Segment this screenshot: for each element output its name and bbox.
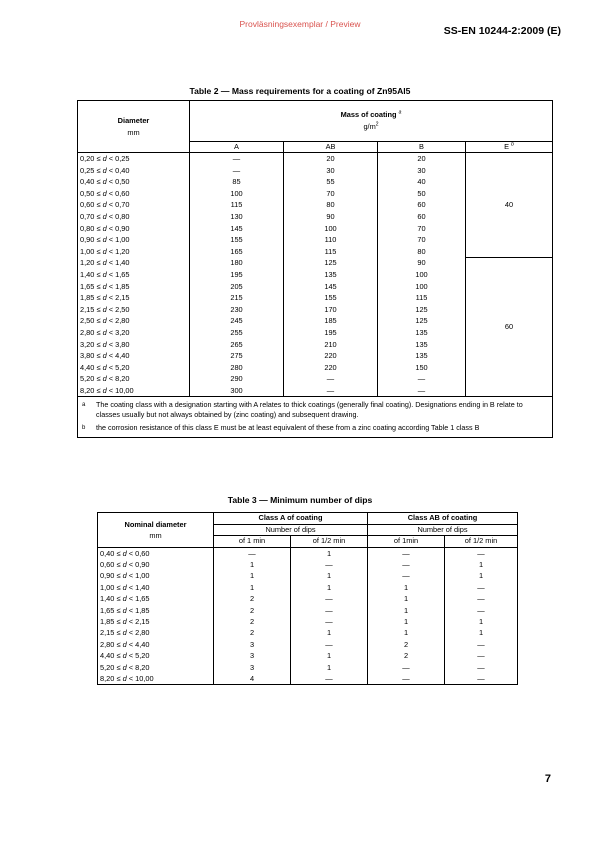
range-low: 1,40 (80, 269, 95, 279)
coating-mass-a: 215 (190, 292, 284, 304)
range-low: 0,90 (100, 571, 115, 581)
range-low: 1,65 (80, 281, 95, 291)
coating-mass-b: 115 (378, 292, 466, 304)
range-low: 3,20 (80, 339, 95, 349)
diameter-range: 0,40 ≤ d < 0,50 (78, 176, 190, 188)
coating-mass-a: 300 (190, 385, 284, 397)
coating-mass-ab: 100 (284, 223, 378, 235)
table2-footnote-row (78, 397, 553, 424)
dips-a1: 2 (214, 616, 291, 627)
coating-mass-a: 115 (190, 199, 284, 211)
nominal-diameter-unit: mm (149, 530, 162, 540)
table3-row (98, 570, 518, 581)
dips-a2: — (291, 559, 368, 570)
dips-ab1: — (368, 570, 445, 581)
coating-mass-e: 60 (504, 322, 514, 332)
range-low: 3,80 (80, 351, 95, 361)
footnote-text: The coating class with a designation starting with A relates to thick coatings (generally final coating). Designations ending in B relate to classes usually but not always obtained by (zinc coating) and subsequent drawing. (96, 400, 523, 420)
dips-a1: 1 (214, 559, 291, 570)
range-high: 4,40 (115, 351, 130, 361)
nominal-diameter-range: 2,80 ≤ d < 4,40 (98, 639, 214, 650)
table3-row (98, 593, 518, 604)
coating-mass-ab: 115 (284, 246, 378, 258)
dips-ab1: — (368, 559, 445, 570)
diameter-range: 3,20 ≤ d < 3,80 (78, 339, 190, 351)
diameter-range: 0,25 ≤ d < 0,40 (78, 165, 190, 177)
coating-mass-a: 290 (190, 373, 284, 385)
diameter-range: 1,85 ≤ d < 2,15 (78, 292, 190, 304)
diameter-range: 0,90 ≤ d < 1,00 (78, 234, 190, 246)
coating-mass-b: 100 (378, 281, 466, 293)
coating-mass-a: 275 (190, 350, 284, 362)
diameter-symbol: d (102, 351, 107, 361)
table3-row (98, 627, 518, 638)
range-high: 2,50 (115, 304, 130, 314)
diameter-symbol: d (102, 293, 107, 303)
diameter-range: 0,60 ≤ d < 0,70 (78, 199, 190, 211)
footnote (78, 423, 553, 438)
mass-label: Mass of coating (340, 110, 397, 119)
nominal-diameter-range: 8,20 ≤ d < 10,00 (98, 673, 214, 685)
coating-mass-a: 205 (190, 281, 284, 293)
dips-a2: — (291, 639, 368, 650)
dips-a2: 1 (291, 547, 368, 559)
range-high: 1,85 (135, 605, 150, 615)
range-low: 1,40 (100, 594, 115, 604)
table3-row (98, 616, 518, 627)
coating-mass-a: 165 (190, 246, 284, 258)
range-low: 0,40 (80, 177, 95, 187)
diameter-range: 2,50 ≤ d < 2,80 (78, 315, 190, 327)
range-high: 0,60 (135, 548, 150, 558)
range-low: 0,25 (80, 165, 95, 175)
nominal-diameter-range: 1,65 ≤ d < 1,85 (98, 605, 214, 616)
dips-ab1: 2 (368, 650, 445, 661)
diameter-symbol: d (102, 281, 107, 291)
range-high: 8,20 (135, 662, 150, 672)
nominal-diameter-range: 1,40 ≤ d < 1,65 (98, 593, 214, 604)
range-low: 2,15 (100, 628, 115, 638)
diameter-symbol: d (102, 327, 107, 337)
coating-mass-ab: 155 (284, 292, 378, 304)
dips-ab2: — (477, 673, 485, 683)
range-low: 0,60 (80, 200, 95, 210)
coating-mass-b: 50 (378, 188, 466, 200)
range-low: 2,80 (100, 639, 115, 649)
diameter-symbol: d (102, 362, 107, 372)
footnote-mark: b (82, 425, 86, 432)
range-high: 0,40 (115, 165, 130, 175)
dips-ab1: 1 (368, 616, 445, 627)
dips-a1: 1 (214, 582, 291, 593)
dips-ab1: 2 (368, 639, 445, 650)
dips-a2: 1 (291, 650, 368, 661)
table2-mass-requirements (77, 100, 553, 438)
range-low: 0,20 (80, 154, 95, 163)
diameter-symbol: d (102, 235, 107, 245)
range-high: 1,00 (135, 571, 150, 581)
coating-mass-b: 150 (378, 362, 466, 374)
dips-a1: 2 (214, 593, 291, 604)
coating-mass-a: 245 (190, 315, 284, 327)
sub-header-a-halfmin: of 1/2 min (291, 536, 368, 548)
coating-mass-ab: 210 (284, 339, 378, 351)
col-header-b: B (378, 142, 466, 153)
coating-mass-b: 70 (378, 234, 466, 246)
coating-mass-ab: 145 (284, 281, 378, 293)
footnote (78, 397, 553, 424)
range-high: 0,90 (135, 559, 150, 569)
table3-row (98, 639, 518, 650)
coating-mass-ab: 135 (284, 269, 378, 281)
dips-ab2: 1 (478, 616, 484, 626)
coating-mass-b: 60 (378, 199, 466, 211)
dips-a2: — (291, 616, 368, 627)
coating-mass-ab: 70 (284, 188, 378, 200)
dips-ab2: — (477, 548, 485, 558)
nominal-diameter-label: Nominal diameter (124, 519, 187, 529)
range-high: 0,80 (115, 211, 130, 221)
coating-mass-ab: 110 (284, 234, 378, 246)
col-header-a: A (190, 142, 284, 153)
diameter-range: 1,00 ≤ d < 1,20 (78, 246, 190, 258)
range-low: 1,65 (100, 605, 115, 615)
range-high: 1,40 (135, 582, 150, 592)
dips-ab2: — (477, 639, 485, 649)
coating-mass-ab: 55 (284, 176, 378, 188)
range-low: 0,60 (100, 559, 115, 569)
diameter-range: 1,65 ≤ d < 1,85 (78, 281, 190, 293)
range-low: 0,50 (80, 188, 95, 198)
dips-ab2: — (477, 582, 485, 592)
range-high: 4,40 (135, 639, 150, 649)
range-low: 1,85 (100, 616, 115, 626)
coating-mass-b: 20 (378, 153, 466, 165)
range-low: 8,20 (100, 673, 115, 683)
table3-row (98, 559, 518, 570)
coating-mass-e: 40 (466, 153, 553, 258)
diameter-range: 0,70 ≤ d < 0,80 (78, 211, 190, 223)
dips-a1: 3 (214, 639, 291, 650)
diameter-symbol: d (122, 628, 127, 638)
dips-ab2: — (477, 651, 485, 661)
dips-a1: 3 (214, 650, 291, 661)
coating-mass-ab: 195 (284, 327, 378, 339)
diameter-symbol: d (122, 673, 127, 683)
diameter-symbol: d (102, 385, 107, 395)
coating-mass-b: 90 (378, 257, 466, 269)
dips-a1: — (214, 547, 291, 559)
coating-mass-b: — (378, 373, 466, 385)
coating-mass-ab: — (284, 385, 378, 397)
diameter-range: 0,50 ≤ d < 0,60 (78, 188, 190, 200)
nominal-diameter-range: 4,40 ≤ d < 5,20 (98, 650, 214, 661)
table3-title: Table 3 — Minimum number of dips (227, 495, 373, 505)
range-low: 2,80 (80, 327, 95, 337)
mass-note: a (398, 109, 402, 116)
coating-mass-b: 135 (378, 350, 466, 362)
dips-a2: 1 (291, 582, 368, 593)
range-high: 1,65 (115, 269, 130, 279)
dips-ab1: — (368, 547, 445, 559)
coating-mass-a: 230 (190, 304, 284, 316)
diameter-range: 0,80 ≤ d < 0,90 (78, 223, 190, 235)
diameter-symbol: d (122, 594, 127, 604)
diameter-symbol: d (102, 188, 107, 198)
range-low: 0,90 (80, 235, 95, 245)
diameter-symbol: d (102, 258, 107, 268)
range-high: 0,70 (115, 200, 130, 210)
table3-row (98, 662, 518, 673)
range-high: 0,25 (115, 154, 130, 163)
dips-header-ab: Number of dips (368, 524, 518, 536)
dips-a2: 1 (291, 662, 368, 673)
diameter-header (78, 101, 190, 153)
coating-mass-b: 60 (378, 211, 466, 223)
range-low: 2,50 (80, 316, 95, 326)
range-high: 5,20 (115, 362, 130, 372)
dips-a1: 2 (214, 605, 291, 616)
dips-ab1: 1 (368, 593, 445, 604)
coating-mass-a: 195 (190, 269, 284, 281)
coating-mass-b: 30 (378, 165, 466, 177)
coating-mass-a: 130 (190, 211, 284, 223)
dips-ab1: — (368, 662, 445, 673)
footnote-mark: a (82, 402, 86, 409)
table2-title: Table 2 — Mass requirements for a coating of Zn95Al5 (189, 86, 411, 96)
coating-mass-b: 70 (378, 223, 466, 235)
sub-header-ab-halfmin: of 1/2 min (445, 536, 518, 548)
range-high: 1,40 (115, 258, 130, 268)
range-high: 3,20 (115, 327, 130, 337)
nominal-diameter-range: 0,40 ≤ d < 0,60 (98, 547, 214, 559)
diameter-symbol: d (122, 605, 127, 615)
diameter-symbol: d (102, 269, 107, 279)
diameter-range: 8,20 ≤ d < 10,00 (78, 385, 190, 397)
dips-a1: 4 (214, 673, 291, 685)
dips-a1: 3 (214, 662, 291, 673)
table3-row (98, 673, 518, 685)
diameter-symbol: d (102, 316, 107, 326)
range-high: 2,15 (115, 293, 130, 303)
dips-a2: 1 (291, 627, 368, 638)
nominal-diameter-range: 0,60 ≤ d < 0,90 (98, 559, 214, 570)
mass-header (190, 101, 553, 142)
col-header-e-label: E (504, 142, 510, 151)
range-high: 10,00 (135, 673, 154, 683)
nominal-diameter-header (98, 513, 214, 548)
diameter-range: 2,80 ≤ d < 3,20 (78, 327, 190, 339)
coating-mass-a: 180 (190, 257, 284, 269)
diameter-symbol: d (102, 211, 107, 221)
diameter-unit: mm (127, 127, 140, 137)
coating-mass-a: 255 (190, 327, 284, 339)
diameter-symbol: d (122, 548, 127, 558)
range-low: 2,15 (80, 304, 95, 314)
coating-mass-b: 135 (378, 327, 466, 339)
range-low: 1,00 (100, 582, 115, 592)
e-note: b (511, 141, 514, 148)
dips-a2: — (291, 605, 368, 616)
dips-ab2: 1 (478, 571, 484, 581)
nominal-diameter-range: 5,20 ≤ d < 8,20 (98, 662, 214, 673)
range-low: 1,85 (80, 293, 95, 303)
range-high: 1,00 (115, 235, 130, 245)
coating-mass-ab: — (284, 373, 378, 385)
dips-ab1: — (368, 673, 445, 685)
range-low: 4,40 (80, 362, 95, 372)
page-number: 7 (544, 773, 551, 785)
coating-mass-ab: 185 (284, 315, 378, 327)
coating-mass-a: 100 (190, 188, 284, 200)
diameter-range: 4,40 ≤ d < 5,20 (78, 362, 190, 374)
dips-a1: 1 (214, 570, 291, 581)
coating-mass-ab: 20 (284, 153, 378, 165)
coating-mass-ab: 220 (284, 362, 378, 374)
table3-row (98, 605, 518, 616)
coating-mass-ab: 125 (284, 257, 378, 269)
table3-row (98, 650, 518, 661)
range-low: 5,20 (80, 374, 95, 384)
diameter-symbol: d (122, 582, 127, 592)
sub-header-ab-1min: of 1min (368, 536, 445, 548)
dips-a1: 2 (214, 627, 291, 638)
coating-mass-a: — (190, 165, 284, 177)
table2-row (78, 153, 553, 165)
dips-ab1: 1 (368, 605, 445, 616)
coating-mass-b: 135 (378, 339, 466, 351)
range-high: 1,65 (135, 594, 150, 604)
sub-header-a-1min: of 1 min (214, 536, 291, 548)
mass-unit: g/m (363, 122, 376, 131)
coating-mass-b: 100 (378, 269, 466, 281)
range-high: 1,85 (115, 281, 130, 291)
coating-mass-ab: 220 (284, 350, 378, 362)
table3-minimum-dips (97, 512, 518, 685)
mass-unit-exp: 2 (375, 121, 379, 128)
coating-mass-ab: 80 (284, 199, 378, 211)
range-high: 8,20 (115, 374, 130, 384)
range-low: 1,20 (80, 258, 95, 268)
footnote-text: the corrosion resistance of this class E must be at least equivalent of these from a zinc coating according Table 1 class B (96, 423, 480, 433)
class-a-header: Class A of coating (214, 513, 368, 525)
dips-a2: 1 (291, 570, 368, 581)
coating-mass-b: 80 (378, 246, 466, 258)
range-high: 0,60 (115, 188, 130, 198)
diameter-symbol: d (122, 559, 127, 569)
coating-mass-b: 125 (378, 315, 466, 327)
table3-row (98, 547, 518, 559)
diameter-symbol: d (122, 662, 127, 672)
nominal-diameter-range: 1,85 ≤ d < 2,15 (98, 616, 214, 627)
dips-ab2: 1 (478, 628, 484, 638)
coating-mass-a: 265 (190, 339, 284, 351)
standard-reference: SS-EN 10244-2:2009 (E) (443, 25, 561, 37)
coating-mass-ab: 90 (284, 211, 378, 223)
coating-mass-ab: 170 (284, 304, 378, 316)
range-low: 5,20 (100, 662, 115, 672)
dips-ab2: 1 (478, 559, 484, 569)
coating-mass-a: 145 (190, 223, 284, 235)
dips-ab1: 1 (368, 627, 445, 638)
diameter-symbol: d (102, 374, 107, 384)
diameter-symbol: d (122, 616, 127, 626)
diameter-symbol: d (102, 177, 107, 187)
dips-ab2: — (477, 605, 485, 615)
diameter-symbol: d (102, 200, 107, 210)
diameter-symbol: d (102, 165, 107, 175)
table3-row (98, 582, 518, 593)
range-high: 5,20 (135, 651, 150, 661)
diameter-symbol: d (122, 639, 127, 649)
range-high: 0,50 (115, 177, 130, 187)
range-low: 4,40 (100, 651, 115, 661)
range-low: 0,40 (100, 548, 115, 558)
range-high: 0,90 (115, 223, 130, 233)
table2-footnote-row (78, 423, 553, 438)
diameter-symbol: d (102, 339, 107, 349)
diameter-label: Diameter (117, 115, 150, 125)
diameter-symbol: d (102, 304, 107, 314)
diameter-symbol: d (102, 223, 107, 233)
coating-mass-b: — (378, 385, 466, 397)
diameter-range: 1,40 ≤ d < 1,65 (78, 269, 190, 281)
dips-ab1: 1 (368, 582, 445, 593)
range-low: 0,70 (80, 211, 95, 221)
diameter-symbol: d (102, 154, 107, 163)
coating-mass-a: — (190, 153, 284, 165)
diameter-range: 2,15 ≤ d < 2,50 (78, 304, 190, 316)
dips-ab2: — (477, 662, 485, 672)
coating-mass-b: 125 (378, 304, 466, 316)
diameter-range: 3,80 ≤ d < 4,40 (78, 350, 190, 362)
range-high: 2,15 (135, 616, 150, 626)
class-ab-header: Class AB of coating (368, 513, 518, 525)
range-high: 10,00 (115, 385, 134, 395)
col-header-e (466, 142, 553, 153)
nominal-diameter-range: 1,00 ≤ d < 1,40 (98, 582, 214, 593)
range-low: 8,20 (80, 385, 95, 395)
dips-a2: — (291, 593, 368, 604)
range-high: 3,80 (115, 339, 130, 349)
coating-mass-a: 85 (190, 176, 284, 188)
preview-watermark: Provläsningsexemplar / Preview (239, 19, 361, 29)
dips-a2: — (291, 673, 368, 685)
diameter-symbol: d (122, 651, 127, 661)
col-header-ab: AB (284, 142, 378, 153)
coating-mass-b: 40 (378, 176, 466, 188)
diameter-symbol: d (102, 246, 107, 256)
table2-row (78, 257, 553, 269)
range-high: 2,80 (115, 316, 130, 326)
diameter-range: 5,20 ≤ d < 8,20 (78, 373, 190, 385)
nominal-diameter-range: 0,90 ≤ d < 1,00 (98, 570, 214, 581)
range-low: 0,80 (80, 223, 95, 233)
coating-mass-a: 280 (190, 362, 284, 374)
diameter-range: 0,20 ≤ d < 0,25 (78, 153, 190, 165)
dips-header-a: Number of dips (214, 524, 368, 536)
nominal-diameter-range: 2,15 ≤ d < 2,80 (98, 627, 214, 638)
range-high: 2,80 (135, 628, 150, 638)
coating-mass-a: 155 (190, 234, 284, 246)
dips-ab2: — (477, 594, 485, 604)
diameter-range: 1,20 ≤ d < 1,40 (78, 257, 190, 269)
range-high: 1,20 (115, 246, 130, 256)
range-low: 1,00 (80, 246, 95, 256)
diameter-symbol: d (122, 571, 127, 581)
coating-mass-ab: 30 (284, 165, 378, 177)
